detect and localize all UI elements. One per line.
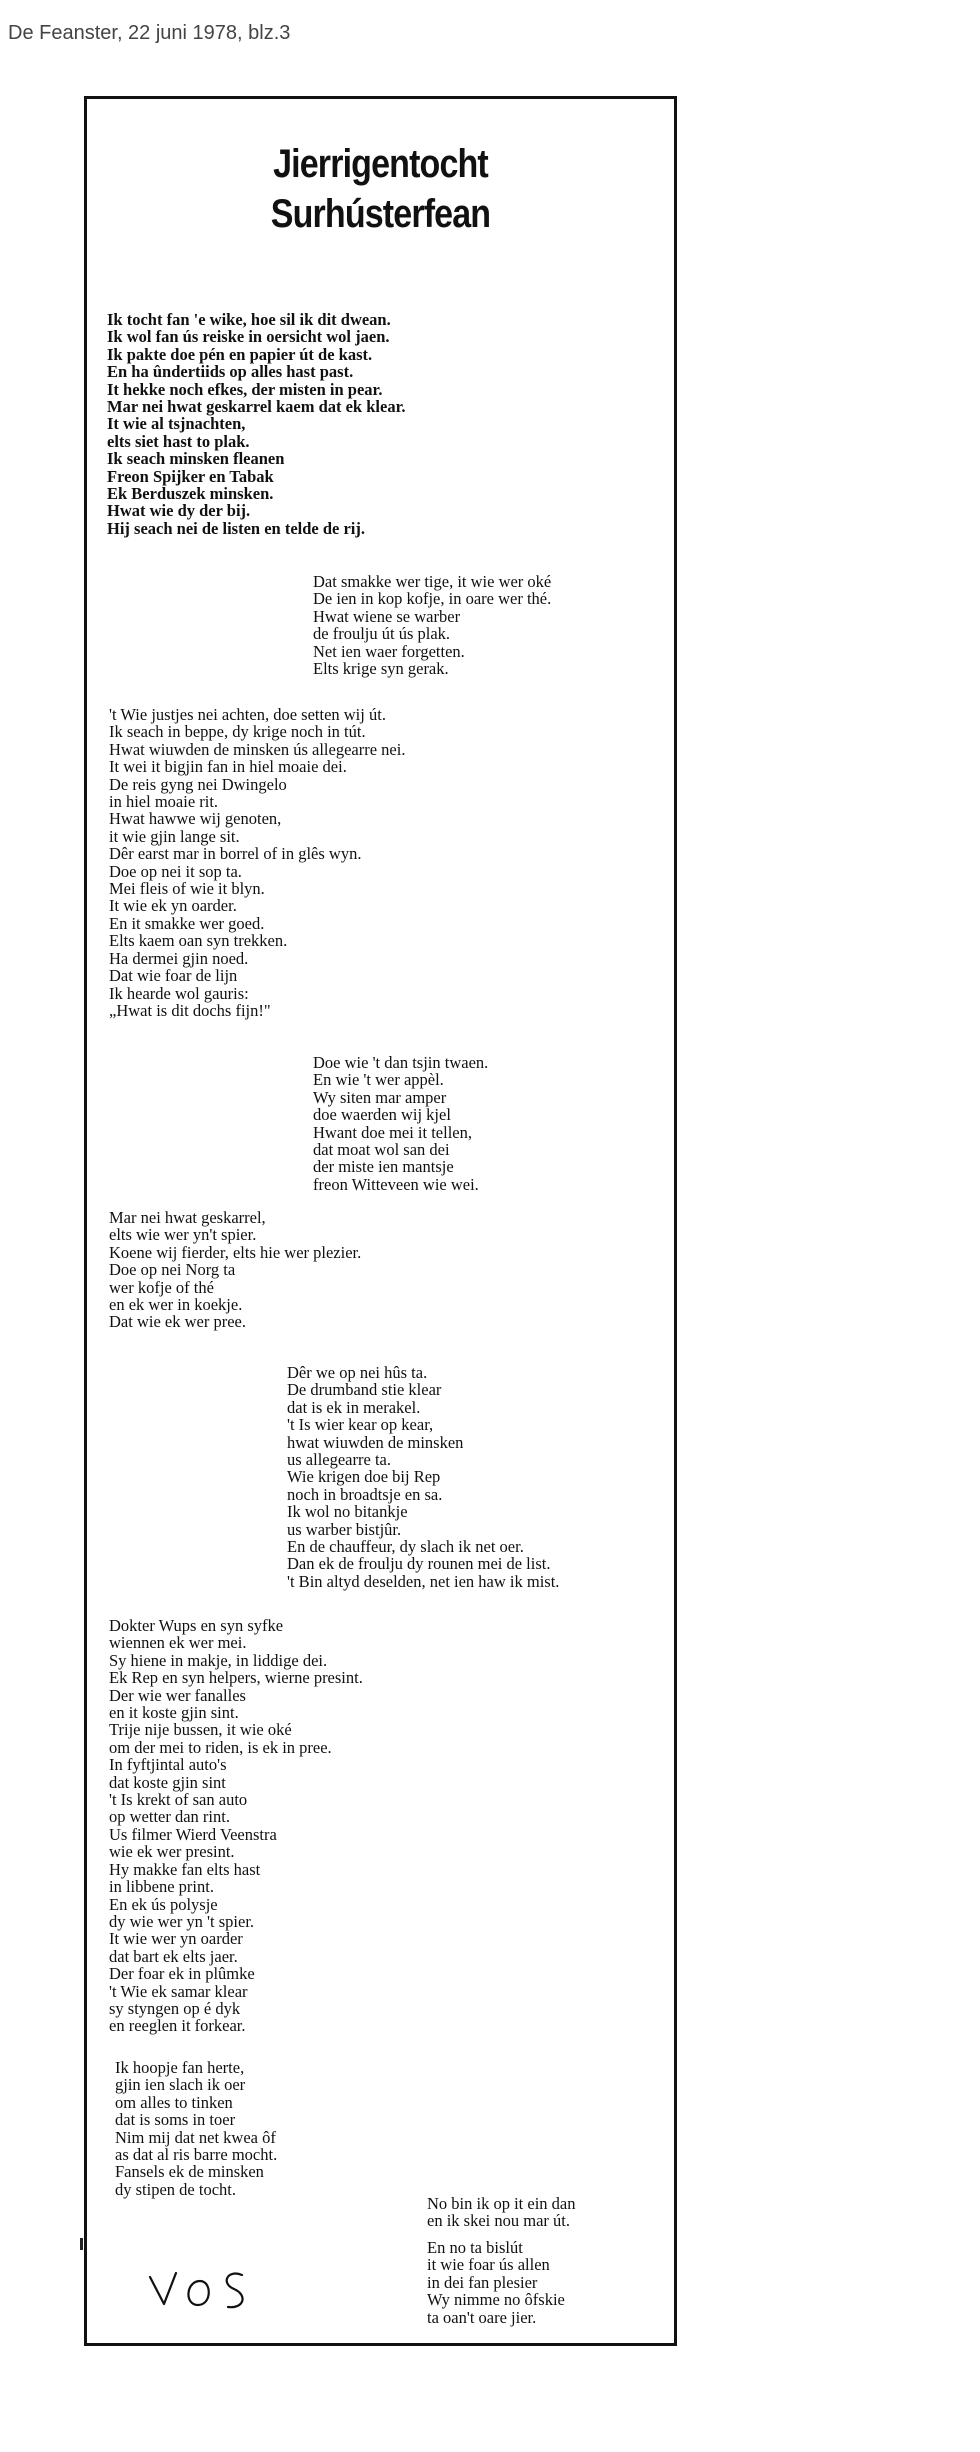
verse-line: 't Is wier kear op kear, [287, 1415, 434, 1435]
verse-line: Net ien waer forgetten. [313, 641, 465, 661]
verse-line: En ha ûndertiids op alles hast past. [107, 362, 354, 382]
stanza-9 [427, 2195, 575, 2230]
verse-line: dat koste gjin sint [109, 1772, 226, 1792]
verse-line: En de chauffeur, dy slach ik net oer. [287, 1537, 524, 1557]
verse-line: De drumband stie klear [287, 1380, 442, 1400]
source-caption: De Feanster, 22 juni 1978, blz.3 [8, 22, 291, 44]
verse-line: in dei fan plesier [427, 2272, 538, 2292]
verse-line: Der foar ek in plûmke [109, 1964, 255, 1984]
verse-line: it wie gjin lange sit. [109, 826, 240, 846]
stanza-6 [287, 1364, 559, 1590]
verse-line: in libbene print. [109, 1877, 214, 1897]
verse-line: om alles to tinken [115, 2092, 233, 2112]
verse-line: In fyftjintal auto's [109, 1755, 227, 1775]
verse-line: elts siet hast to plak. [107, 431, 250, 451]
verse-line: Koene wij fierder, elts hie wer plezier. [109, 1242, 362, 1262]
verse-line: Ik seach in beppe, dy krige noch in tút. [109, 722, 366, 742]
verse-line: Dat wie foar de lijn [109, 966, 238, 986]
verse-line: Hwat wie dy der bij. [107, 501, 251, 521]
verse-line: De reis gyng nei Dwingelo [109, 774, 287, 794]
verse-line: en ek wer in koekje. [109, 1295, 243, 1315]
verse-line: elts wie wer yn't spier. [109, 1225, 257, 1245]
verse-line: Ha dermei gjin noed. [109, 948, 249, 968]
article-title [131, 139, 630, 239]
stanza-1 [107, 311, 406, 537]
verse-line: Der wie wer fanalles [109, 1685, 246, 1705]
verse-line: us allegearre ta. [287, 1450, 391, 1470]
verse-line: om der mei to riden, is ek in pree. [109, 1737, 332, 1757]
verse-line: It hekke noch efkes, der misten in pear. [107, 379, 383, 399]
verse-line: Wie krigen doe bij Rep [287, 1467, 441, 1487]
verse-line: hwat wiuwden de minsken [287, 1432, 464, 1452]
verse-line: Ek Rep en syn helpers, wierne presint. [109, 1668, 363, 1688]
verse-line: Doe wie 't dan tsjin twaen. [313, 1053, 489, 1072]
verse-line: „Hwat is dit dochs fijn!" [109, 1000, 271, 1020]
verse-line: Nim mij dat net kwea ôf [115, 2127, 276, 2147]
verse-line: Sy hiene in makje, in liddige dei. [109, 1650, 328, 1670]
verse-line: Mei fleis of wie it blyn. [109, 879, 265, 899]
verse-line: in hiel moaie rit. [109, 792, 219, 812]
verse-line: Dêr earst mar in borrel of in glês wyn. [109, 844, 362, 864]
verse-line: Ik hearde wol gauris: [109, 983, 249, 1003]
verse-line: It wie ek yn oarder. [109, 896, 237, 916]
verse-line: en ik skei nou mar út. [427, 2211, 570, 2231]
verse-line: Ik hoopje fan herte, [115, 2058, 245, 2077]
verse-line: Ik pakte doe pén en papier út de kast. [107, 344, 373, 364]
verse-line: dat moat wol san dei [313, 1140, 450, 1160]
verse-line: dy wie wer yn 't spier. [109, 1911, 255, 1931]
verse-line: Dokter Wups en syn syfke [109, 1616, 284, 1635]
verse-line: wiennen ek wer mei. [109, 1633, 247, 1653]
verse-line: der miste ien mantsje [313, 1157, 454, 1177]
verse-line: Ik wol fan ús reiske in oersicht wol jaen. [107, 327, 390, 347]
stanza-4 [313, 1054, 488, 1193]
stanza-3 [109, 706, 405, 1019]
verse-line: 't Wie ek samar klear [109, 1981, 248, 2001]
verse-line: Hwat wiene se warber [313, 606, 461, 626]
verse-line: op wetter dan rint. [109, 1807, 230, 1827]
verse-line: Hwat wiuwden de minsken ús allegearre nei. [109, 739, 406, 759]
verse-line: Ik seach minsken fleanen [107, 449, 285, 469]
verse-line: Hij seach nei de listen en telde de rij. [107, 518, 366, 538]
verse-line: dy stipen de tocht. [115, 2179, 236, 2199]
verse-line: It wei it bigjin fan in hiel moaie dei. [109, 757, 347, 777]
newspaper-clipping [84, 96, 677, 2346]
verse-line: freon Witteveen wie wei. [313, 1174, 479, 1194]
verse-line: Ek Berduszek minsken. [107, 484, 274, 504]
verse-line: Hwat hawwe wij genoten, [109, 809, 282, 829]
verse-line: Us filmer Wierd Veenstra [109, 1824, 277, 1844]
verse-line: Hy makke fan elts hast [109, 1859, 261, 1879]
verse-line: Wy siten mar amper [313, 1087, 447, 1107]
handwritten-signature [142, 2259, 282, 2319]
verse-line: Mar nei hwat geskarrel, [109, 1208, 266, 1227]
verse-line: Ik wol no bitankje [287, 1502, 408, 1522]
verse-line: Freon Spijker en Tabak [107, 466, 274, 486]
verse-line: en reeglen it forkear. [109, 2016, 246, 2036]
verse-line: Elts krige syn gerak. [313, 659, 449, 679]
verse-line: dat is soms in toer [115, 2110, 236, 2130]
verse-line: dat is ek in merakel. [287, 1397, 421, 1417]
title-line: Jierrigentocht [273, 142, 488, 186]
verse-line: Elts kaem oan syn trekken. [109, 931, 288, 951]
stanza-8 [115, 2059, 277, 2198]
verse-line: it wie foar ús allen [427, 2255, 550, 2275]
verse-line: 't Wie justjes nei achten, doe setten wij út. [109, 705, 386, 724]
verse-line: as dat al ris barre mocht. [115, 2145, 278, 2165]
verse-line: It wie al tsjnachten, [107, 414, 246, 434]
verse-line: Dat wie ek wer pree. [109, 1312, 246, 1332]
verse-line: Doe op nei Norg ta [109, 1260, 236, 1280]
verse-line: wer kofje of thé [109, 1277, 214, 1297]
verse-line: sy styngen op é dyk [109, 1998, 241, 2018]
stanza-7 [109, 1617, 363, 2035]
margin-mark [80, 2238, 83, 2250]
verse-line: Mar nei hwat geskarrel kaem dat ek klear. [107, 397, 406, 417]
verse-line: En it smakke wer goed. [109, 913, 265, 933]
title-line: Surhústerfean [270, 192, 491, 236]
verse-line: Ik tocht fan 'e wike, hoe sil ik dit dwean. [107, 310, 391, 329]
verse-line: noch in broadtsje en sa. [287, 1484, 443, 1504]
verse-line: Hwant doe mei it tellen, [313, 1122, 472, 1142]
verse-line: 't Is krekt of san auto [109, 1790, 248, 1810]
verse-line: Doe op nei it sop ta. [109, 861, 242, 881]
verse-line: It wie wer yn oarder [109, 1929, 243, 1949]
verse-line: 't Bin altyd deselden, net ien haw ik mist. [287, 1571, 560, 1591]
verse-line: gjin ien slach ik oer [115, 2075, 246, 2095]
verse-line: de froulju út ús plak. [313, 624, 451, 644]
verse-line: No bin ik op it ein dan [427, 2194, 576, 2213]
verse-line: Wy nimme no ôfskie [427, 2290, 565, 2310]
verse-line: En ek ús polysje [109, 1894, 218, 1914]
verse-line: De ien in kop kofje, in oare wer thé. [313, 589, 552, 609]
verse-line: dat bart ek elts jaer. [109, 1946, 238, 1966]
verse-line: wie ek wer presint. [109, 1842, 235, 1862]
verse-line: En wie 't wer appèl. [313, 1070, 444, 1090]
verse-line: Trije nije bussen, it wie oké [109, 1720, 292, 1740]
verse-line: En no ta bislút [427, 2238, 523, 2257]
verse-line: us warber bistjûr. [287, 1519, 402, 1539]
verse-line: Dat smakke wer tige, it wie wer oké [313, 572, 552, 591]
verse-line: doe waerden wij kjel [313, 1105, 451, 1125]
verse-line: Fansels ek de minsken [115, 2162, 264, 2182]
verse-line: ta oan't oare jier. [427, 2307, 537, 2327]
verse-line: Dêr we op nei hûs ta. [287, 1363, 428, 1382]
stanza-10 [427, 2239, 565, 2326]
verse-line: en it koste gjin sint. [109, 1703, 239, 1723]
stanza-5 [109, 1209, 361, 1331]
stanza-2 [313, 573, 551, 677]
verse-line: Dan ek de froulju dy rounen mei de list. [287, 1554, 551, 1574]
